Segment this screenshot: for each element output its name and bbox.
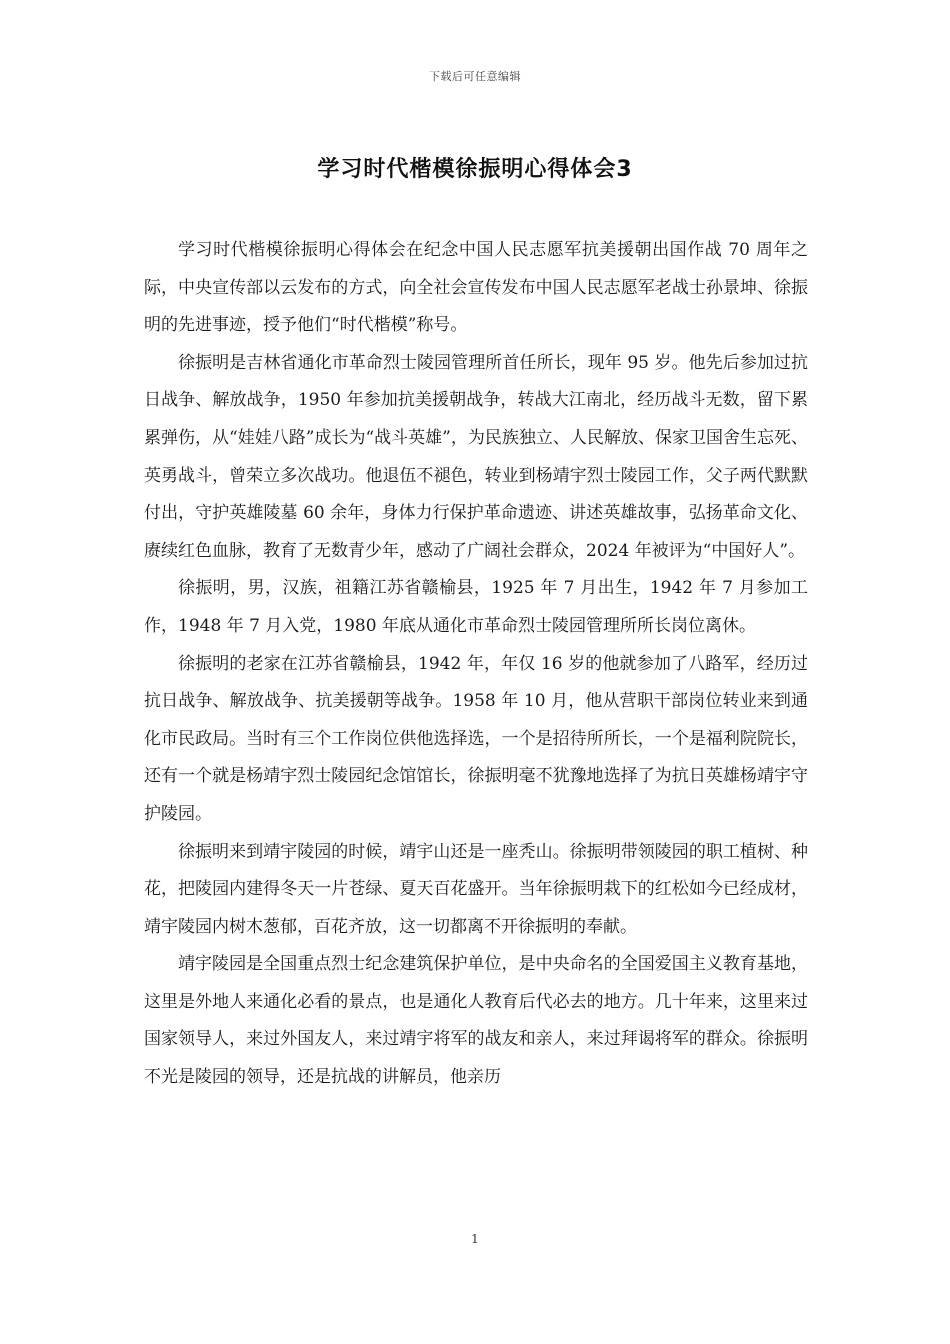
paragraph: 徐振明的老家在江苏省赣榆县，1942 年，年仅 16 岁的他就参加了八路军，经历过抗日战争、解放战争、抗美援朝等战争。1958 年 10 月，他从营职干部岗位转业来到通化市民政局。当时有三个工作岗位供他选择选，一个是招待所所长，一个是福利院院长，还有一个就是杨靖宇烈士陵园纪念馆馆长，徐振明毫不犹豫地选择了为抗日英雄杨靖宇守护陵园。 — [144, 653, 808, 824]
document-body — [144, 232, 808, 1097]
paragraph: 学习时代楷模徐振明心得体会在纪念中国人民志愿军抗美援朝出国作战 70 周年之际，中央宣传部以云发布的方式，向全社会宣传发布中国人民志愿军老战士孙景坤、徐振明的先进事迹，授予他们“时代楷模”称号。 — [144, 240, 808, 336]
header-note: 下载后可任意编辑 — [429, 70, 521, 83]
paragraph: 靖宇陵园是全国重点烈士纪念建筑保护单位，是中央命名的全国爱国主义教育基地，这里是外地人来通化必看的景点，也是通化人教育后代必去的地方。几十年来，这里来过国家领导人，来过外国友人，来过靖宇将军的战友和亲人，来过拜谒将军的群众。徐振明不光是陵园的领导，还是抗战的讲解员，他亲历 — [144, 954, 808, 1088]
paragraph: 徐振明来到靖宇陵园的时候，靖宇山还是一座秃山。徐振明带领陵园的职工植树、种花，把陵园内建得冬天一片苍绿、夏天百花盛开。当年徐振明栽下的红松如今已经成材，靖宇陵园内树木葱郁，百花齐放，这一切都离不开徐振明的奉献。 — [144, 841, 808, 937]
page-number: 1 — [471, 1232, 479, 1246]
paragraph: 徐振明，男，汉族，祖籍江苏省赣榆县，1925 年 7 月出生，1942 年 7 月参加工作，1948 年 7 月入党，1980 年底从通化市革命烈士陵园管理所所长岗位离休。 — [144, 578, 808, 636]
paragraph: 徐振明是吉林省通化市革命烈士陵园管理所首任所长，现年 95 岁。他先后参加过抗日战争、解放战争，1950 年参加抗美援朝战争，转战大江南北，经历战斗无数，留下累累弹伤，从“娃娃八路”成长为“战斗英雄”，为民族独立、人民解放、保家卫国舍生忘死、英勇战斗，曾荣立多次战功。他退伍不褪色，转业到杨靖宇烈士陵园工作，父子两代默默付出，守护英雄陵墓 60 余年，身体力行保护革命遗迹、讲述英雄故事，弘扬革命文化、赓续红色血脉，教育了无数青少年，感动了广阔社会群众，2024 年被评为“中国好人”。 — [144, 352, 808, 561]
document-title: 学习时代楷模徐振明心得体会3 — [317, 157, 633, 182]
